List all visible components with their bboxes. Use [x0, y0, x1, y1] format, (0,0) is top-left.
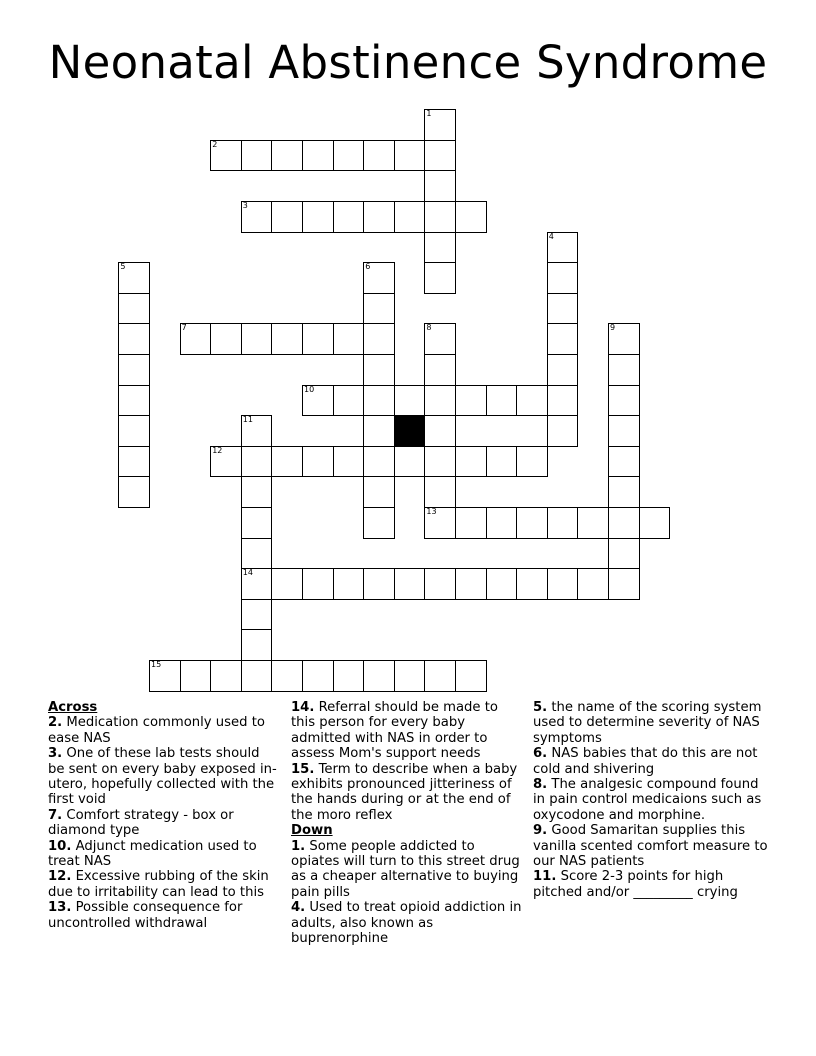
grid-cell[interactable]	[516, 446, 548, 478]
clue-number: 7.	[48, 807, 63, 823]
clue-number: 10.	[48, 838, 72, 854]
grid-cell[interactable]	[180, 323, 212, 355]
clue-across-2	[48, 715, 280, 746]
clue-across-7	[48, 808, 280, 839]
grid-cell[interactable]	[241, 446, 273, 478]
grid-cell[interactable]	[302, 446, 334, 478]
clue-number: 5.	[533, 700, 548, 715]
grid-cell[interactable]	[547, 262, 579, 294]
clue-number: 2.	[48, 715, 63, 731]
grid-cell[interactable]	[547, 323, 579, 355]
grid-cell[interactable]	[608, 446, 640, 478]
down-heading: Down	[291, 823, 333, 839]
grid-cell[interactable]	[424, 170, 456, 202]
clue-number: 8.	[533, 777, 548, 793]
grid-cell[interactable]	[302, 660, 334, 692]
grid-cell[interactable]	[363, 354, 395, 386]
grid-cell[interactable]	[394, 385, 426, 417]
grid-cell[interactable]	[424, 660, 456, 692]
clue-down-4	[291, 900, 525, 946]
clue-across-3	[48, 746, 280, 808]
grid-cell[interactable]	[333, 140, 365, 172]
grid-cell[interactable]	[394, 446, 426, 478]
clue-number: 9.	[533, 823, 548, 839]
clue-text: One of these lab tests should be sent on every baby exposed in-utero, hopefully collected with the first void	[48, 746, 277, 808]
grid-cell[interactable]	[486, 446, 518, 478]
grid-cell[interactable]	[210, 323, 242, 355]
clue-number-label: 5	[120, 262, 126, 272]
clue-number: 12.	[48, 869, 72, 885]
grid-cell[interactable]	[363, 323, 395, 355]
grid-cell[interactable]	[363, 660, 395, 692]
grid-cell[interactable]	[547, 415, 579, 447]
grid-cell[interactable]	[363, 446, 395, 478]
grid-cell[interactable]	[241, 201, 273, 233]
grid-cell[interactable]	[424, 323, 456, 355]
grid-cell[interactable]	[424, 140, 456, 172]
grid-cell[interactable]	[394, 140, 426, 172]
clue-text: Used to treat opioid addiction in adults, also known as buprenorphine	[291, 900, 522, 947]
clue-number-label: 7	[181, 323, 187, 333]
grid-cell[interactable]	[118, 446, 150, 478]
grid-cell[interactable]	[486, 568, 518, 600]
grid-cell[interactable]	[302, 385, 334, 417]
grid-cell[interactable]	[271, 446, 303, 478]
grid-cell[interactable]	[271, 660, 303, 692]
clue-across-13	[48, 900, 280, 931]
grid-cell[interactable]	[241, 660, 273, 692]
grid-cell[interactable]	[455, 385, 487, 417]
grid-cell[interactable]	[118, 385, 150, 417]
grid-cell[interactable]	[271, 323, 303, 355]
grid-cell[interactable]	[608, 568, 640, 600]
grid-cell[interactable]	[424, 354, 456, 386]
black-square	[394, 415, 426, 447]
clue-text: the name of the scoring system used to determine severity of NAS symptoms	[533, 700, 762, 746]
grid-cell[interactable]	[363, 293, 395, 325]
grid-cell[interactable]	[424, 446, 456, 478]
clue-text: Some people addicted to opiates will turn to this street drug as a cheaper alternative to buying pain pills	[291, 838, 520, 900]
grid-cell[interactable]	[210, 660, 242, 692]
grid-cell[interactable]	[455, 568, 487, 600]
grid-cell[interactable]	[333, 201, 365, 233]
grid-cell[interactable]	[333, 446, 365, 478]
grid-cell[interactable]	[394, 660, 426, 692]
clue-down-9	[533, 823, 773, 869]
grid-cell[interactable]	[241, 507, 273, 539]
clue-number-label: 8	[426, 323, 432, 333]
grid-cell[interactable]	[608, 415, 640, 447]
grid-cell[interactable]	[333, 385, 365, 417]
grid-cell[interactable]	[210, 446, 242, 478]
grid-cell[interactable]	[118, 323, 150, 355]
clue-text: Term to describe when a baby exhibits pronounced jitteriness of the hands during or at the end of the moro reflex	[291, 761, 518, 823]
grid-cell[interactable]	[241, 323, 273, 355]
grid-cell[interactable]	[302, 323, 334, 355]
grid-cell[interactable]	[547, 354, 579, 386]
clue-across-10	[48, 839, 280, 870]
grid-cell[interactable]	[547, 293, 579, 325]
clue-down-1	[291, 839, 525, 901]
clue-number-label: 15	[151, 660, 162, 669]
clue-number-label: 13	[426, 507, 437, 516]
clue-number-label: 6	[365, 262, 371, 272]
grid-cell[interactable]	[333, 660, 365, 692]
grid-cell[interactable]	[363, 568, 395, 600]
grid-cell[interactable]	[302, 201, 334, 233]
grid-cell[interactable]	[639, 507, 671, 539]
grid-cell[interactable]	[118, 262, 150, 294]
grid-cell[interactable]	[424, 476, 456, 508]
clue-text: Medication commonly used to ease NAS	[48, 715, 265, 746]
clue-down-6	[533, 746, 773, 777]
clue-number: 15.	[291, 761, 315, 777]
across-heading: Across	[48, 700, 98, 715]
clue-number: 13.	[48, 900, 72, 916]
clue-number: 11.	[533, 869, 557, 885]
grid-cell[interactable]	[149, 660, 181, 692]
grid-cell[interactable]	[363, 262, 395, 294]
clue-number-label: 14	[242, 568, 253, 578]
grid-cell[interactable]	[455, 446, 487, 478]
clue-down-11	[533, 869, 773, 900]
puzzle-title: Neonatal Abstinence Syndrome	[48, 36, 768, 89]
grid-cell[interactable]	[577, 507, 609, 539]
grid-cell[interactable]	[547, 385, 579, 417]
grid-cell[interactable]	[118, 476, 150, 508]
grid-cell[interactable]	[363, 507, 395, 539]
grid-cell[interactable]	[424, 232, 456, 264]
grid-cell[interactable]	[118, 415, 150, 447]
grid-cell[interactable]	[241, 415, 273, 447]
grid-cell[interactable]	[608, 507, 640, 539]
grid-cell[interactable]	[608, 476, 640, 508]
clue-number-label: 12	[212, 445, 223, 455]
clue-number-label: 9	[610, 323, 616, 333]
grid-cell[interactable]	[210, 140, 242, 172]
grid-cell[interactable]	[608, 385, 640, 417]
grid-cell[interactable]	[118, 293, 150, 325]
grid-cell[interactable]	[333, 568, 365, 600]
grid-cell[interactable]	[486, 507, 518, 539]
grid-cell[interactable]	[424, 109, 456, 141]
grid-cell[interactable]	[363, 476, 395, 508]
clue-down-8	[533, 777, 773, 823]
clue-number: 3.	[48, 746, 63, 762]
clue-down-5	[533, 700, 773, 746]
grid-cell[interactable]	[394, 568, 426, 600]
clue-number-label: 2	[212, 139, 218, 149]
grid-cell[interactable]	[608, 538, 640, 570]
grid-cell[interactable]	[241, 140, 273, 172]
clues-column-3	[533, 700, 773, 900]
clue-text: The analgesic compound found in pain control medicaions such as oxycodone and morphine.	[533, 777, 762, 823]
grid-cell[interactable]	[608, 354, 640, 386]
clue-text: NAS babies that do this are not cold and shivering	[533, 746, 758, 777]
grid-cell[interactable]	[271, 140, 303, 172]
grid-cell[interactable]	[424, 385, 456, 417]
clue-text: Excessive rubbing of the skin due to irritability can lead to this	[48, 869, 269, 900]
grid-cell[interactable]	[424, 507, 456, 539]
grid-cell[interactable]	[424, 568, 456, 600]
clues-column-2	[291, 700, 525, 947]
grid-cell[interactable]	[486, 385, 518, 417]
grid-cell[interactable]	[241, 629, 273, 661]
grid-cell[interactable]	[271, 568, 303, 600]
grid-cell[interactable]	[241, 599, 273, 631]
grid-cell[interactable]	[547, 232, 579, 264]
grid-cell[interactable]	[516, 507, 548, 539]
grid-cell[interactable]	[516, 568, 548, 600]
grid-cell[interactable]	[547, 507, 579, 539]
grid-cell[interactable]	[424, 262, 456, 294]
grid-cell[interactable]	[363, 385, 395, 417]
clues-column-1	[48, 700, 280, 931]
grid-cell[interactable]	[241, 476, 273, 508]
clue-text: Adjunct medication used to treat NAS	[48, 838, 257, 870]
clue-text: Score 2-3 points for high pitched and/or _________ crying	[533, 869, 738, 900]
grid-cell[interactable]	[241, 538, 273, 570]
clue-number: 6.	[533, 746, 548, 762]
clue-across-15	[291, 762, 525, 824]
grid-cell[interactable]	[455, 201, 487, 233]
grid-cell[interactable]	[302, 568, 334, 600]
grid-cell[interactable]	[333, 323, 365, 355]
grid-cell[interactable]	[363, 201, 395, 233]
grid-cell[interactable]	[302, 140, 334, 172]
grid-cell[interactable]	[455, 507, 487, 539]
grid-cell[interactable]	[363, 140, 395, 172]
clue-number-label: 11	[242, 415, 253, 425]
grid-cell[interactable]	[118, 354, 150, 386]
grid-cell[interactable]	[394, 201, 426, 233]
clue-number-label: 3	[242, 201, 248, 210]
clue-number: 14.	[291, 700, 315, 715]
grid-cell[interactable]	[577, 568, 609, 600]
clue-number: 1.	[291, 838, 306, 854]
clue-number-label: 4	[548, 231, 554, 241]
grid-cell[interactable]	[424, 201, 456, 233]
grid-cell[interactable]	[547, 568, 579, 600]
clue-text: Referral should be made to this person for every baby admitted with NAS in order to assess Mom's support needs	[291, 700, 498, 762]
grid-cell[interactable]	[241, 568, 273, 600]
grid-cell[interactable]	[180, 660, 212, 692]
clue-text: Comfort strategy - box or diamond type	[48, 807, 234, 839]
clue-across-12	[48, 869, 280, 900]
clue-across-14	[291, 700, 525, 762]
grid-cell[interactable]	[516, 385, 548, 417]
clue-number-label: 10	[304, 384, 315, 394]
grid-cell[interactable]	[271, 201, 303, 233]
clue-text: Possible consequence for uncontrolled withdrawal	[48, 900, 243, 931]
grid-cell[interactable]	[455, 660, 487, 692]
grid-cell[interactable]	[363, 415, 395, 447]
grid-cell[interactable]	[424, 415, 456, 447]
clue-number: 4.	[291, 900, 306, 916]
clue-number-label: 1	[426, 109, 432, 119]
grid-cell[interactable]	[608, 323, 640, 355]
clue-text: Good Samaritan supplies this vanilla scented comfort measure to our NAS patients	[533, 823, 768, 870]
